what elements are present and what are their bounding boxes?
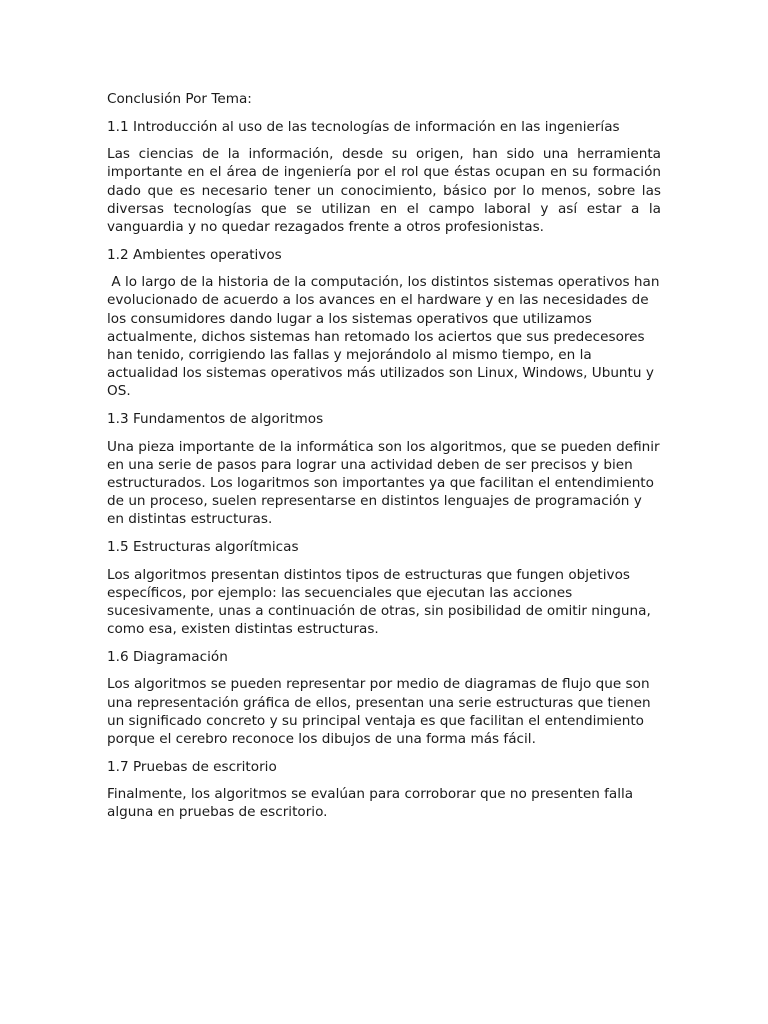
section-body-1-6: Los algoritmos se pueden representar por medio de diagramas de flujo que son una representación gráfica de ellos, presentan una serie estructuras que tienen un significado concreto y su principal ventaja es que facilitan el entendimiento porque el cerebro reconoce los dibujos de una forma más fácil. xyxy=(107,676,651,747)
document-title: Conclusión Por Tema: xyxy=(107,91,252,107)
section-body-1-1: Las ciencias de la información, desde su origen, han sido una herramienta importante en el área de ingeniería por el rol que éstas ocupan en su formación dado que es necesario tener un conocimiento, básico por lo menos, sobre las diversas tecnologías que se utilizan en el campo laboral y así estar a la vanguardia y no quedar rezagados frente a otros profesionistas. xyxy=(107,146,661,235)
section-heading-1-1: 1.1 Introducción al uso de las tecnologías de información en las ingenierías xyxy=(107,118,620,135)
section-body-1-2: A lo largo de la historia de la computación, los distintos sistemas operativos han evolucionado de acuerdo a los avances en el hardware y en las necesidades de los consumidores dando lugar a los sistemas operativos que utilizamos actualmente, dichos sistemas han retomado los aciertos que sus predecesores han tenido, corrigiendo las fallas y mejorándolo al mismo tiempo, en la actualidad los sistemas operativos más utilizados son Linux, Windows, Ubuntu y OS. xyxy=(107,274,664,400)
section-heading-1-5: 1.5 Estructuras algorítmicas xyxy=(107,539,299,555)
section-heading-1-2: 1.2 Ambientes operativos xyxy=(107,246,282,263)
document-page xyxy=(107,90,664,831)
section-heading-1-3: 1.3 Fundamentos de algoritmos xyxy=(107,411,324,427)
section-body-1-5: Los algoritmos presentan distintos tipos de estructuras que fungen objetivos específicos, por ejemplo: las secuenciales que ejecutan las acciones sucesivamente, unas a continuación de otras, sin posibilidad de omitir ninguna, como esa, existen distintas estructuras. xyxy=(107,566,651,638)
section-heading-1-6: 1.6 Diagramación xyxy=(107,648,228,665)
section-heading-1-7: 1.7 Pruebas de escritorio xyxy=(107,758,277,775)
section-body-1-7: Finalmente, los algoritmos se evalúan para corroborar que no presenten falla alguna en pruebas de escritorio. xyxy=(107,786,634,821)
section-body-1-3: Una pieza importante de la informática son los algoritmos, que se pueden definir en una serie de pasos para lograr una actividad deben de ser precisos y bien estructurados. Los logaritmos son importantes ya que facilitan el entendimiento de un proceso, suelen representarse en distintos lenguajes de programación y en distintas estructuras. xyxy=(107,438,660,528)
